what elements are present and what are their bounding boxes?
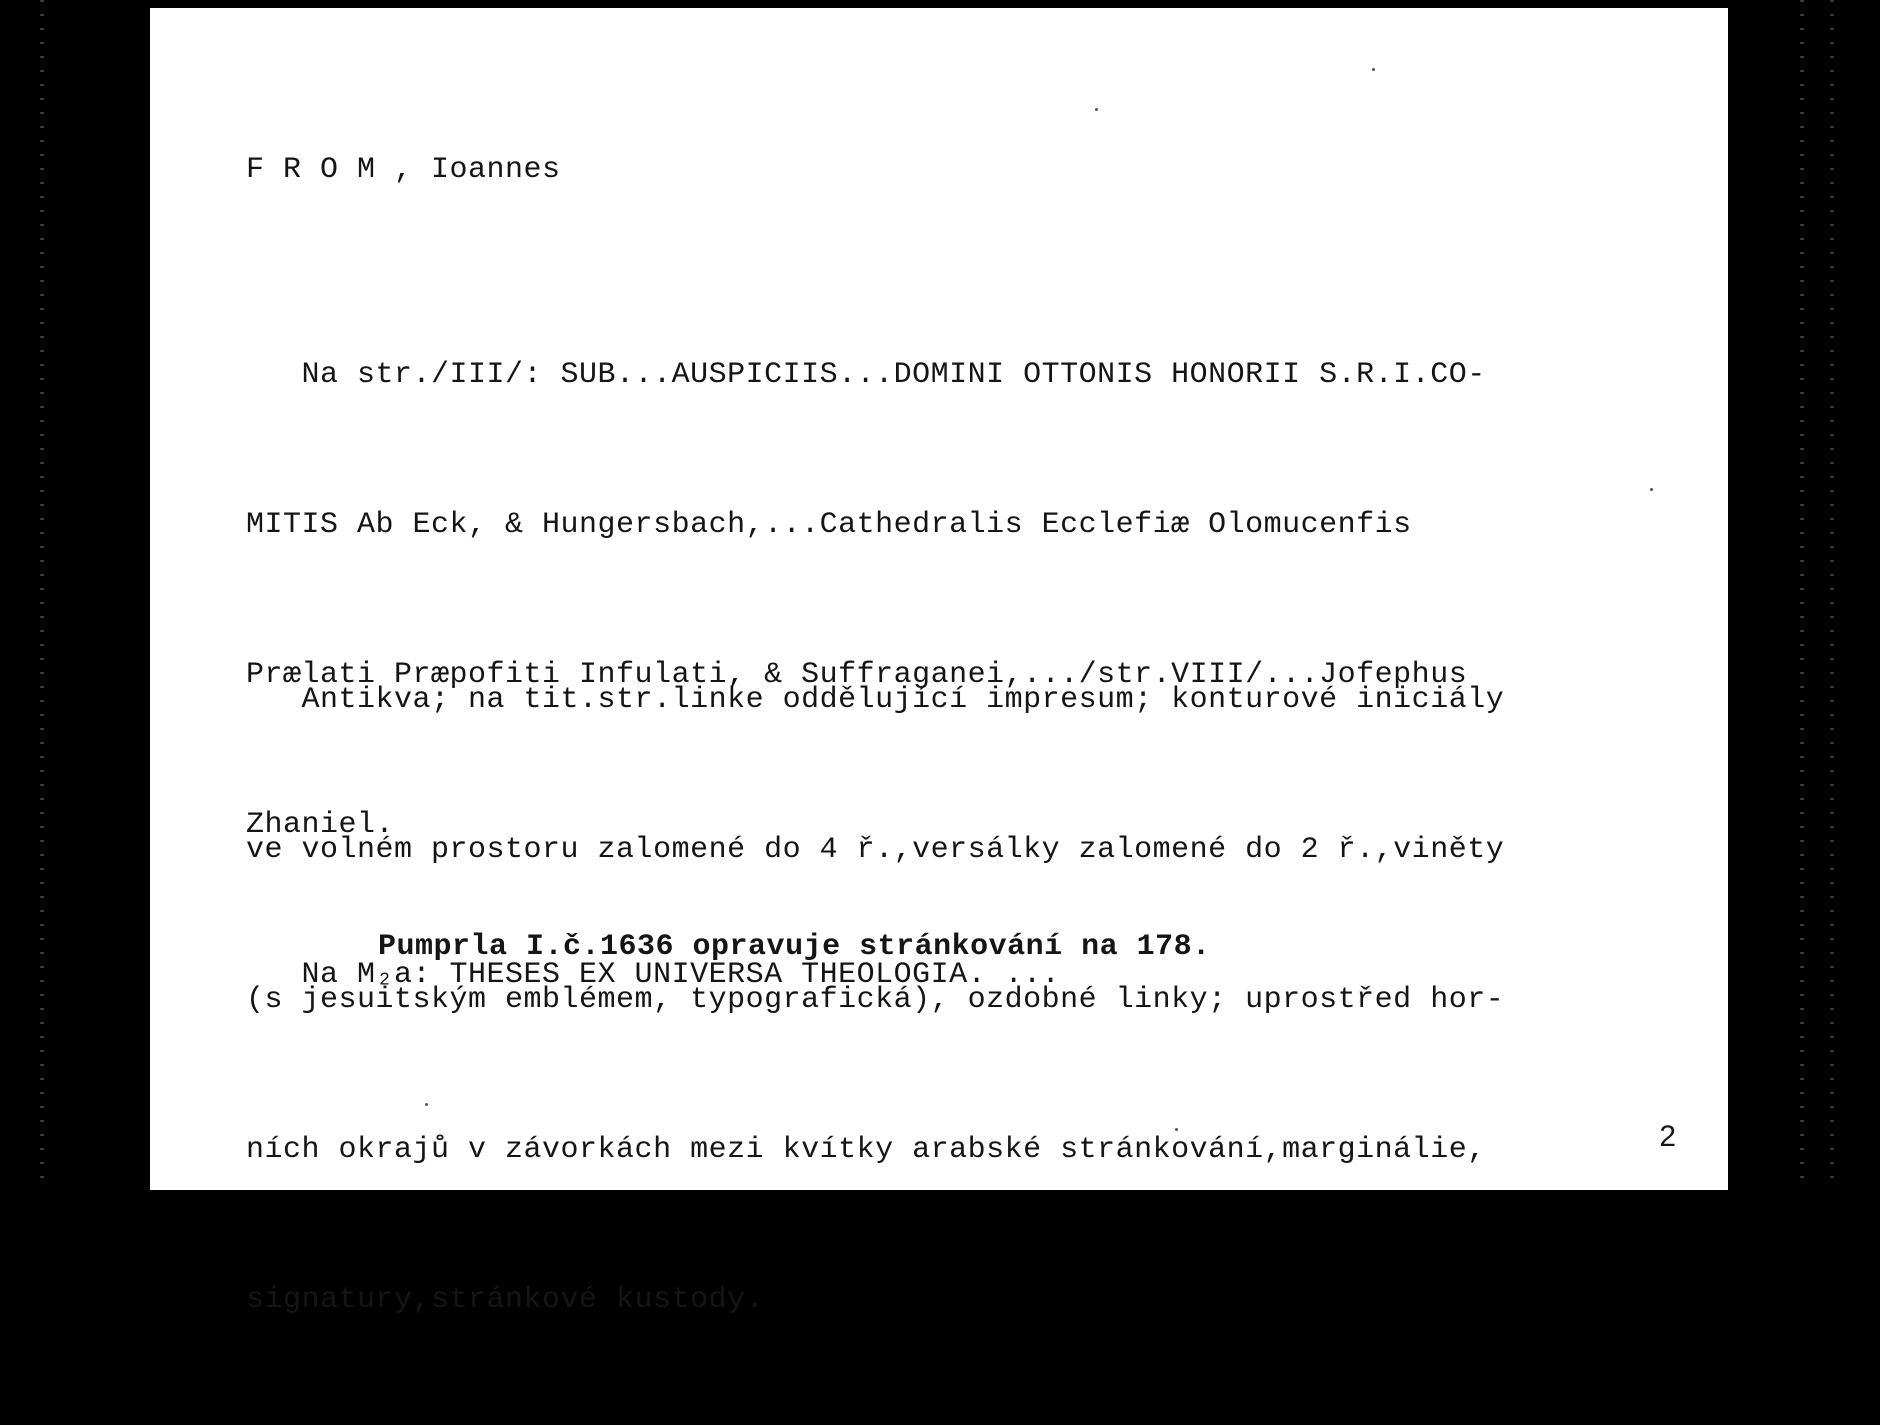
description-line: signatury,stránkové kustody.	[246, 1283, 765, 1317]
description-line: ních okrajů v závorkách mezi kvítky arabské stránkování,marginálie,	[246, 1133, 1486, 1167]
title-notes-line: MITIS Ab Eck, & Hungersbach,...Cathedralis Ecclefiæ Olomucenfis	[246, 508, 1412, 542]
description-line: Antikva; na tit.str.linke oddělující impresum; konturové iniciály	[246, 683, 1505, 717]
scan-edge-right-outer	[1830, 0, 1834, 1190]
scan-edge-left	[40, 0, 44, 1190]
description-line: (s jesuitským emblémem, typografická), ozdobné linky; uprostřed hor-	[246, 983, 1505, 1017]
title-notes-line: Prælati Præpofiti Infulati, & Suffraganei,.../str.VIII/...Jofephus	[246, 658, 1468, 692]
page-number: 2	[1659, 1120, 1676, 1153]
scan-speck	[425, 1103, 428, 1106]
title-notes-line: Na M₂a: THESES EX UNIVERSA THEOLOGIA. ...	[246, 958, 1061, 992]
pumprla-note: Pumprla I.č.1636 opravuje stránkování na 178.	[378, 930, 1211, 964]
card-heading: F R O M , Ioannes	[246, 153, 561, 187]
catalog-card	[150, 8, 1728, 1317]
scan-speck	[1095, 108, 1098, 111]
scan-speck	[1372, 68, 1375, 71]
typographic-description	[246, 575, 1504, 1425]
description-line: ve volném prostoru zalomené do 4 ř.,versálky zalomené do 2 ř.,viněty	[246, 833, 1505, 867]
title-notes-line: Zhaniel.	[246, 808, 395, 842]
scan-speck	[1650, 488, 1653, 491]
scan-edge-right	[1800, 0, 1804, 1190]
title-notes-line: Na str./III/: SUB...AUSPICIIS...DOMINI OTTONIS HONORII S.R.I.CO-	[246, 358, 1486, 392]
scan-speck	[1175, 1128, 1178, 1131]
